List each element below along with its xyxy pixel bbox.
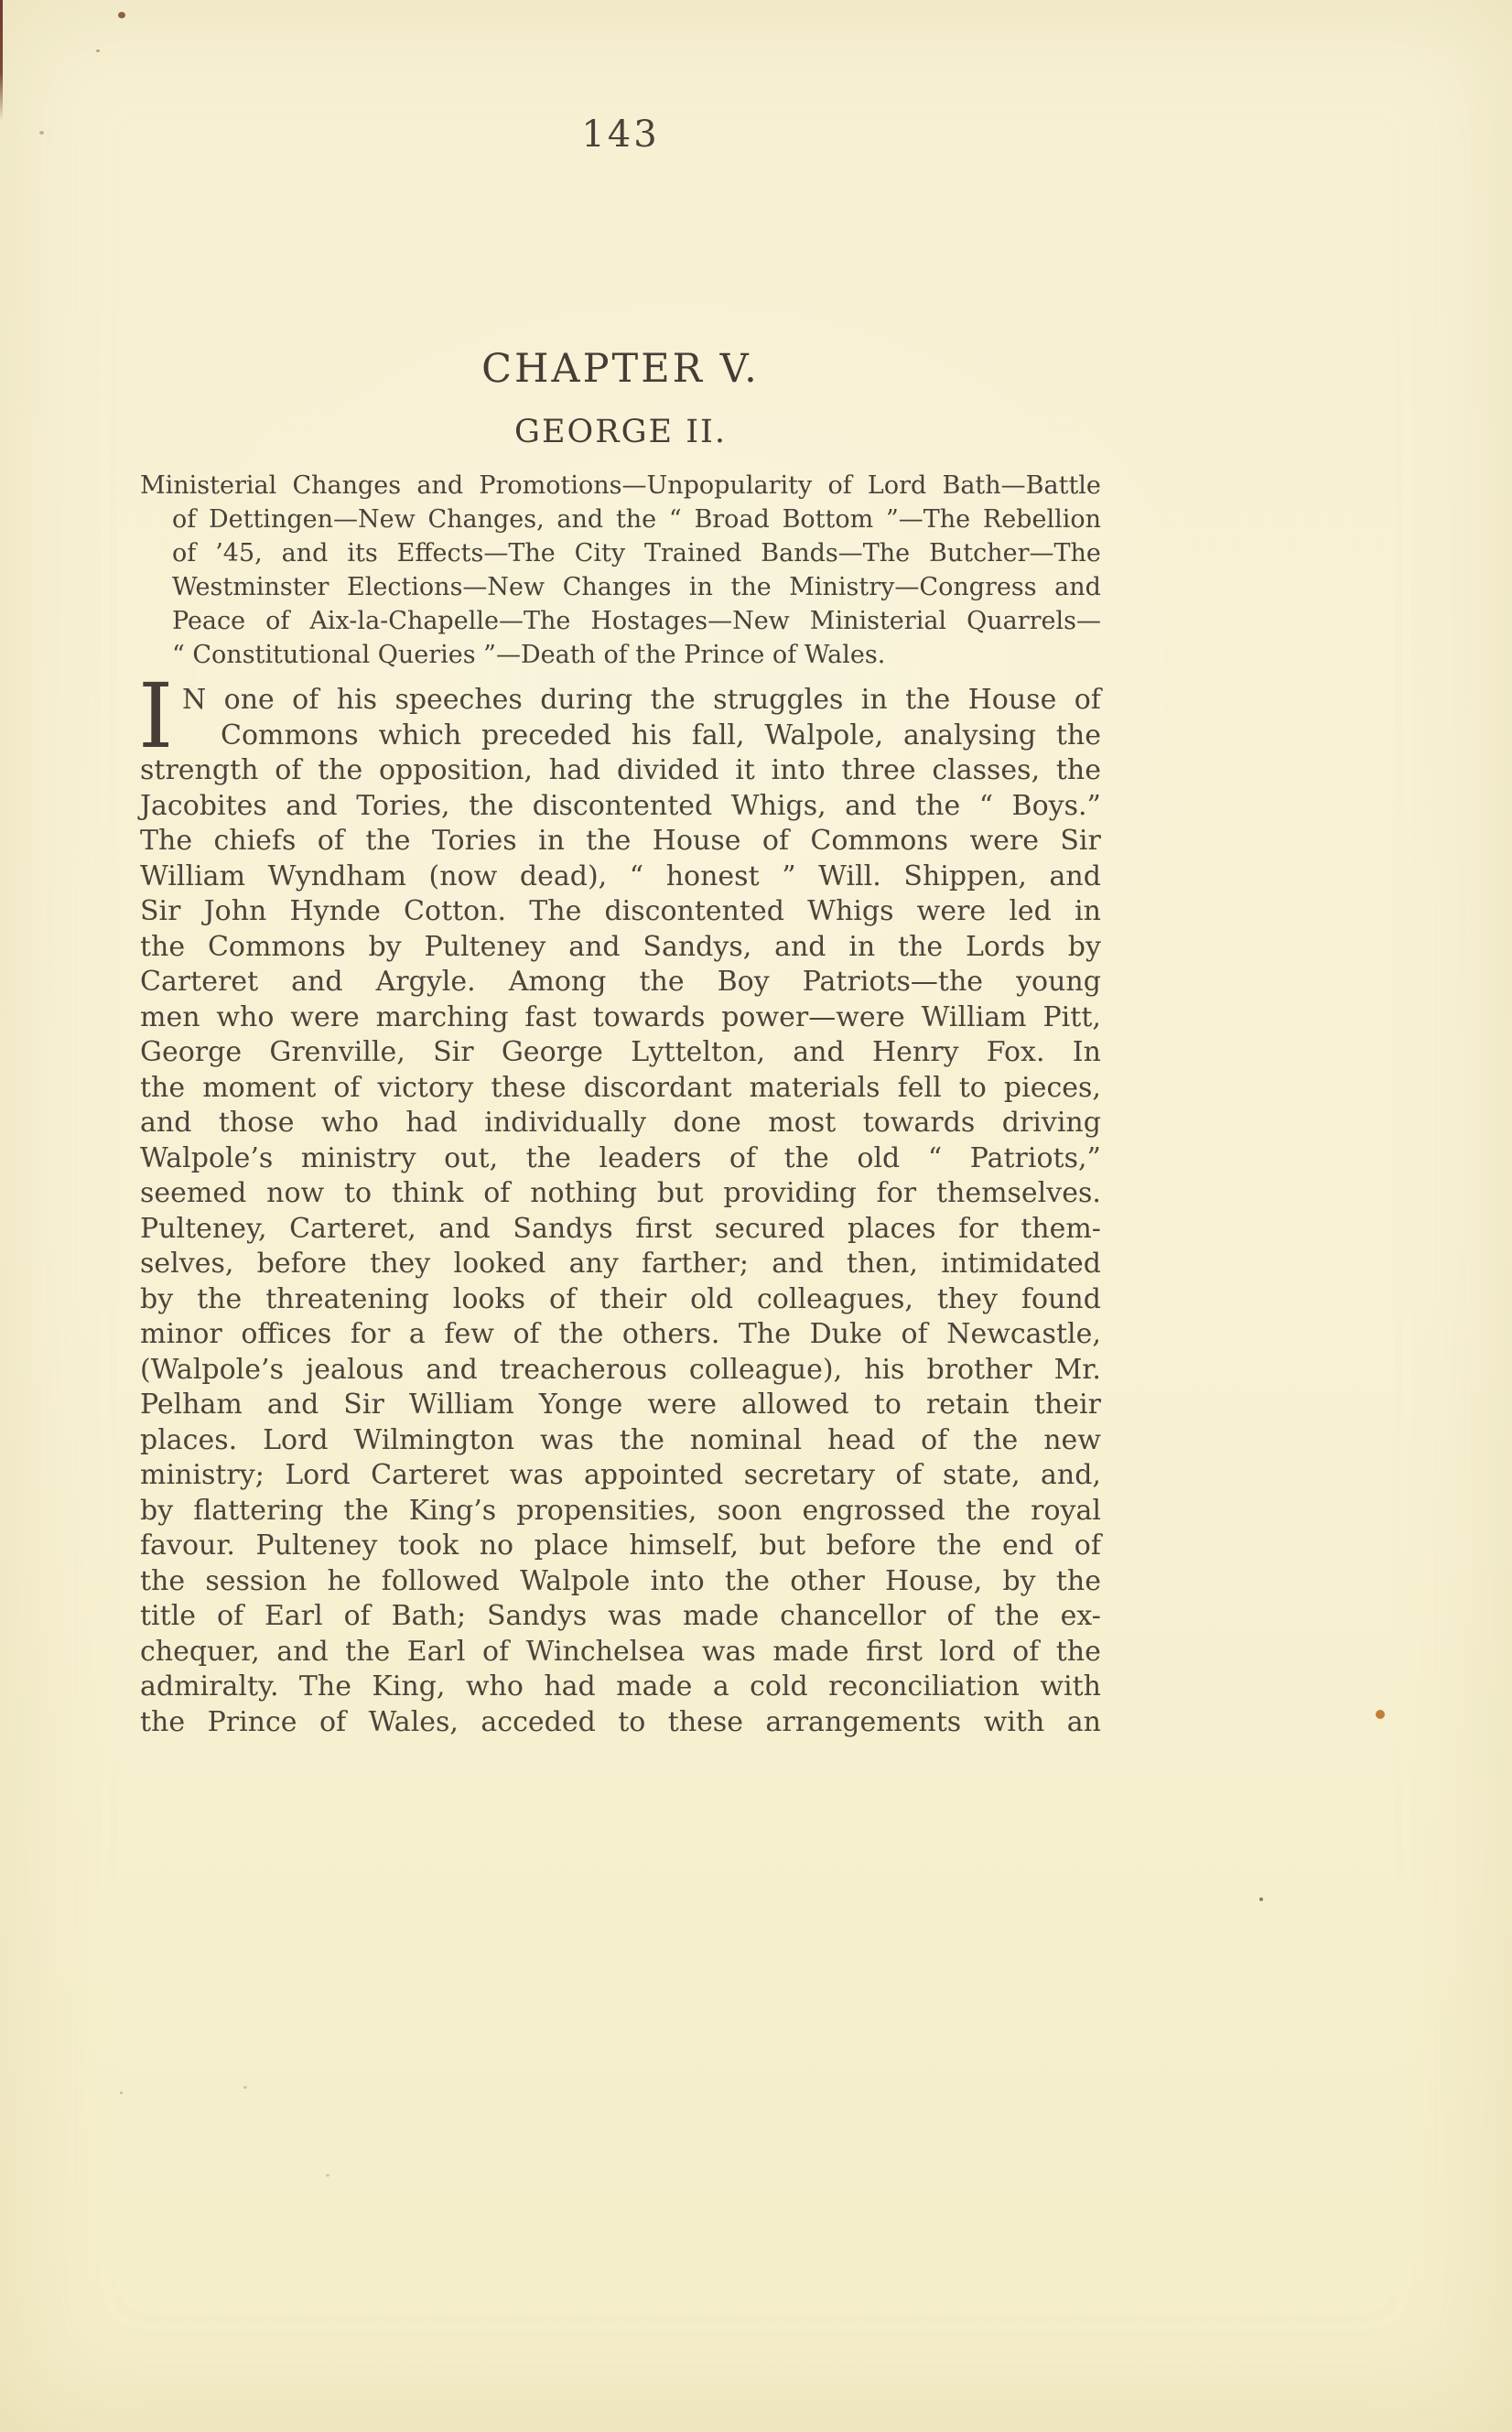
chapter-heading: CHAPTER V. bbox=[481, 346, 760, 392]
text-line: men who were marching fast towards power—were William Pitt, bbox=[140, 1000, 1101, 1033]
paper-speck bbox=[1376, 1710, 1385, 1719]
page-number: 143 bbox=[581, 113, 660, 156]
scan-edge-artifact bbox=[0, 0, 3, 121]
paper-speck bbox=[118, 12, 125, 18]
paper-speck bbox=[1259, 1897, 1263, 1901]
text-line: Pulteney, Carteret, and Sandys first secured places for them- bbox=[140, 1212, 1101, 1245]
text-line: favour. Pulteney took no place himself, but before the end of bbox=[140, 1529, 1101, 1562]
text-line: the session he followed Walpole into the other House, by the bbox=[140, 1564, 1101, 1597]
paper-speck bbox=[243, 2086, 247, 2089]
paper-speck bbox=[96, 49, 100, 52]
text-line: William Wyndham (now dead), “ honest ” Will. Shippen, and bbox=[140, 859, 1101, 892]
text-line: George Grenville, Sir George Lyttelton, and Henry Fox. In bbox=[140, 1036, 1101, 1068]
chapter-subheading: GEORGE II. bbox=[514, 414, 727, 450]
text-line: the moment of victory these discordant materials fell to pieces, bbox=[140, 1071, 1101, 1104]
text-line: places. Lord Wilmington was the nominal head of the new bbox=[140, 1423, 1101, 1456]
text-line: Pelham and Sir William Yonge were allowed to retain their bbox=[140, 1389, 1101, 1421]
text-line: Sir John Hynde Cotton. The discontented Whigs were led in bbox=[140, 895, 1101, 927]
chapter-synopsis bbox=[140, 469, 1101, 672]
text-line: strength of the opposition, had divided it into three classes, the bbox=[140, 754, 1101, 786]
text-line: admiralty. The King, who had made a cold reconciliation with bbox=[140, 1670, 1101, 1702]
text-line: (Walpole’s jealous and treacherous colleague), his brother Mr. bbox=[140, 1353, 1101, 1386]
text-line: the Commons by Pulteney and Sandys, and in the Lords by bbox=[140, 930, 1101, 963]
text-line: chequer, and the Earl of Winchelsea was made first lord of the bbox=[140, 1635, 1101, 1668]
drop-cap: I bbox=[138, 665, 174, 768]
text-line: Carteret and Argyle. Among the Boy Patriots—the young bbox=[140, 966, 1101, 998]
text-line: the Prince of Wales, acceded to these arrangements with an bbox=[140, 1705, 1101, 1738]
paper-speck bbox=[120, 2092, 123, 2094]
text-line: Walpole’s ministry out, the leaders of the old “ Patriots,” bbox=[140, 1141, 1101, 1174]
text-line: by flattering the King’s propensities, soon engrossed the royal bbox=[140, 1494, 1101, 1527]
text-line: and those who had individually done most towards driving bbox=[140, 1107, 1101, 1139]
text-line: Ministerial Changes and Promotions—Unpopularity of Lord Bath—Battle bbox=[140, 471, 1101, 500]
text-line: by the threatening looks of their old colleagues, they found bbox=[140, 1282, 1101, 1315]
text-line: Westminster Elections—New Changes in the Ministry—Congress and bbox=[172, 573, 1101, 601]
text-line: minor offices for a few of the others. The Duke of Newcastle, bbox=[140, 1318, 1101, 1350]
text-line: of Dettingen—New Changes, and the “ Broad Bottom ”—The Rebellion bbox=[172, 505, 1101, 534]
text-line: Peace of Aix-la-Chapelle—The Hostages—New Ministerial Quarrels— bbox=[172, 607, 1101, 635]
paper-speck bbox=[39, 131, 44, 135]
body-lines bbox=[140, 683, 1101, 1740]
text-line: title of Earl of Bath; Sandys was made chancellor of the ex- bbox=[140, 1600, 1101, 1632]
text-line: seemed now to think of nothing but providing for themselves. bbox=[140, 1177, 1101, 1209]
text-line: ministry; Lord Carteret was appointed secretary of state, and, bbox=[140, 1459, 1101, 1491]
text-line: selves, before they looked any farther; and then, intimidated bbox=[140, 1248, 1101, 1280]
text-line: Jacobites and Tories, the discontented Whigs, and the “ Boys.” bbox=[140, 789, 1101, 822]
text-line: Commons which preceded his fall, Walpole, analysing the bbox=[221, 719, 1101, 751]
text-line: of ’45, and its Effects—The City Trained Bands—The Butcher—The bbox=[172, 539, 1101, 567]
paper-speck bbox=[326, 2174, 329, 2177]
text-line: N one of his speeches during the struggles in the House of bbox=[182, 684, 1101, 716]
body-paragraph bbox=[138, 665, 1101, 1740]
text-line: “ Constitutional Queries ”—Death of the Prince of Wales. bbox=[172, 641, 886, 669]
text-line: The chiefs of the Tories in the House of Commons were Sir bbox=[140, 825, 1101, 857]
